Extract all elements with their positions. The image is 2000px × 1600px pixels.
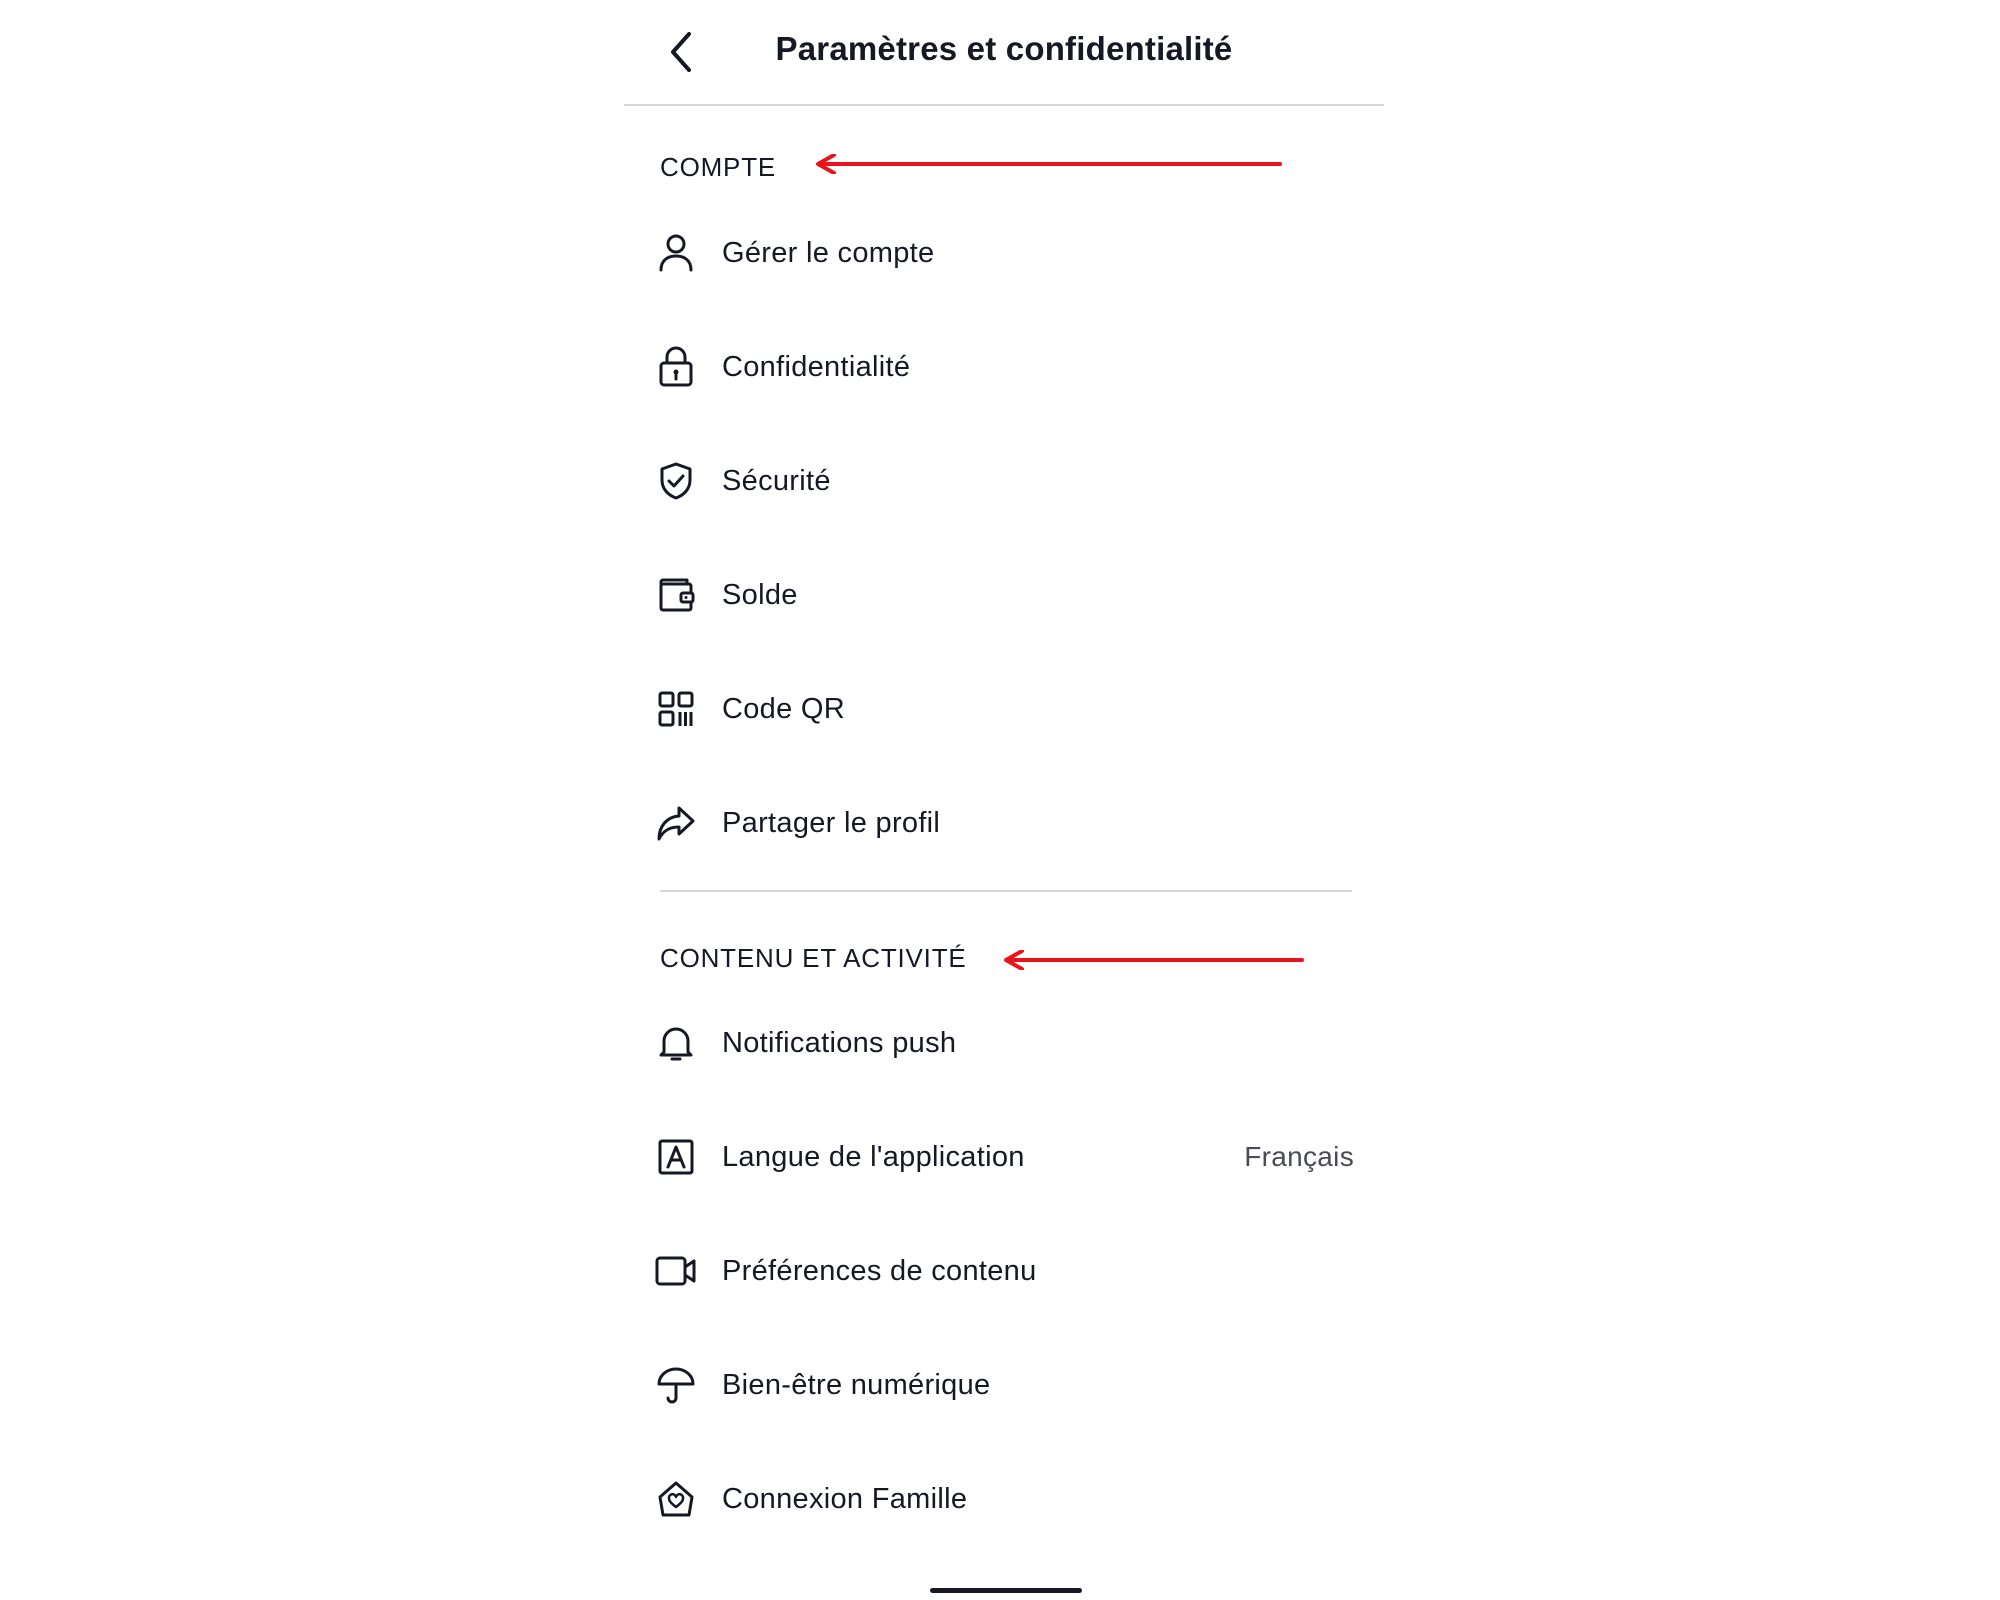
- qr-code-icon: [654, 687, 698, 731]
- header: [624, 0, 1384, 106]
- selected-language-value: Français: [1244, 1141, 1354, 1172]
- menu-item-label: Connexion Famille: [722, 1482, 968, 1515]
- family-home-icon: [654, 1477, 698, 1521]
- language-icon: [654, 1135, 698, 1179]
- annotation-arrow: [1002, 950, 1306, 970]
- menu-item-connexion-famille[interactable]: [654, 1458, 1354, 1540]
- bell-icon: [654, 1021, 698, 1065]
- annotation-arrow: [814, 154, 1284, 174]
- menu-item-notifications-push[interactable]: [654, 1002, 1354, 1084]
- menu-item-preferences-contenu[interactable]: [654, 1230, 1354, 1312]
- menu-item-label: Partager le profil: [722, 806, 941, 839]
- menu-item-label: Sécurité: [722, 464, 831, 497]
- menu-item-label: Confidentialité: [722, 350, 911, 383]
- share-arrow-icon: [654, 801, 698, 845]
- menu-item-bien-etre-numerique[interactable]: [654, 1344, 1354, 1426]
- menu-item-solde[interactable]: [654, 554, 1354, 636]
- settings-screen: [624, 0, 1384, 1600]
- menu-item-partager-profil[interactable]: [654, 782, 1354, 864]
- wallet-icon: [654, 573, 698, 617]
- home-indicator[interactable]: [930, 1588, 1082, 1593]
- menu-item-confidentialite[interactable]: [654, 326, 1354, 408]
- section-title-contenu-activite: CONTENU ET ACTIVITÉ: [660, 943, 967, 973]
- shield-check-icon: [654, 459, 698, 503]
- menu-item-label: Code QR: [722, 692, 845, 725]
- menu-item-label: Bien-être numérique: [722, 1368, 991, 1401]
- menu-item-label: Préférences de contenu: [722, 1254, 1037, 1287]
- section-title-compte: COMPTE: [660, 152, 777, 182]
- menu-item-securite[interactable]: [654, 440, 1354, 522]
- umbrella-icon: [654, 1363, 698, 1407]
- video-camera-icon: [654, 1249, 698, 1293]
- menu-item-langue-application[interactable]: [654, 1116, 1354, 1198]
- menu-item-label: Notifications push: [722, 1026, 957, 1059]
- menu-item-gerer-compte[interactable]: [654, 212, 1354, 294]
- menu-item-label: Langue de l'application: [722, 1140, 1025, 1173]
- menu-item-code-qr[interactable]: [654, 668, 1354, 750]
- person-icon: [654, 231, 698, 275]
- menu-item-label: Gérer le compte: [722, 236, 935, 269]
- page-title: Paramètres et confidentialité: [775, 30, 1233, 67]
- lock-icon: [654, 345, 698, 389]
- menu-item-label: Solde: [722, 578, 798, 611]
- section-divider: [660, 890, 1352, 892]
